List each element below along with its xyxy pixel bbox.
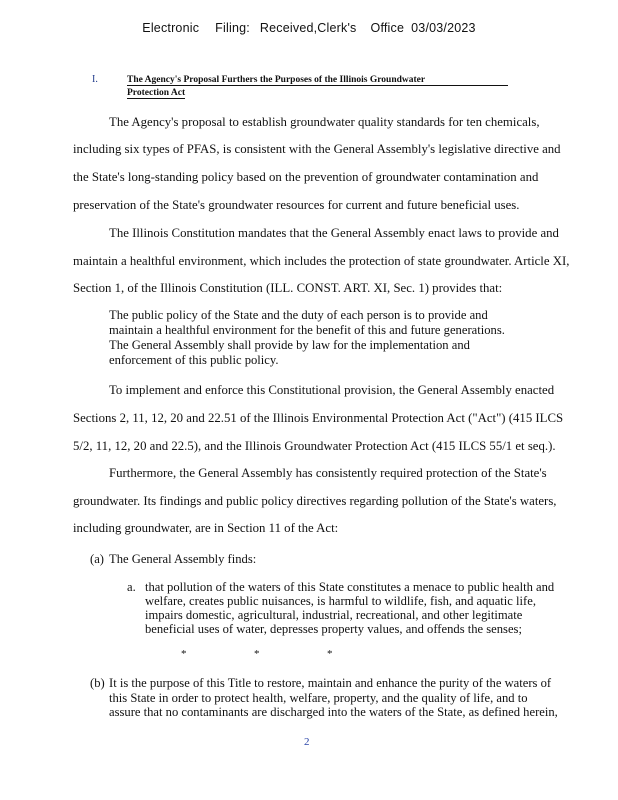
- p1-line: preservation of the State's groundwater resources for current and future beneficial uses.: [73, 198, 520, 212]
- sublist-line: impairs domestic, agricultural, industrial, recreational, and other legitimate: [145, 608, 523, 622]
- p4-line: including groundwater, are in Section 11 of the Act:: [73, 521, 339, 535]
- p2-line: Section 1, of the Illinois Constitution (ILL. CONST. ART. XI, Sec. 1) provides that:: [73, 281, 503, 295]
- filing-stamp-header: [0, 21, 618, 35]
- list-item-b-line: It is the purpose of this Title to restore, maintain and enhance the purity of the waters of: [109, 676, 552, 690]
- list-item-a-text: The General Assembly finds:: [109, 552, 257, 566]
- p2-line: The Illinois Constitution mandates that the General Assembly enact laws to provide and: [109, 226, 559, 240]
- omission-star: *: [181, 648, 187, 660]
- p3-line: 5/2, 11, 12, 20 and 22.5), and the Illinois Groundwater Protection Act (415 ILCS 55/1 et seq.).: [73, 439, 556, 453]
- p1-line: including six types of PFAS, is consistent with the General Assembly's legislative directive and: [73, 142, 561, 156]
- omission-star: *: [254, 648, 260, 660]
- sublist-line: that pollution of the waters of this State constitutes a menace to public health and: [145, 580, 555, 594]
- p1-line: The Agency's proposal to establish groundwater quality standards for ten chemicals,: [109, 115, 540, 129]
- sublist-line: beneficial uses of water, depresses property values, and offends the senses;: [145, 622, 522, 636]
- quote-line: maintain a healthful environment for the benefit of this and future generations.: [109, 323, 505, 337]
- section-number: I.: [92, 74, 98, 85]
- header-part-filing: Filing:: [215, 21, 250, 35]
- sublist-line: welfare, creates public nuisances, is harmful to wildlife, fish, and aquatic life,: [145, 594, 536, 608]
- list-item-b-line: this State in order to protect health, welfare, property, and the quality of life, and to: [109, 691, 528, 705]
- p2-line: maintain a healthful environment, which includes the protection of state groundwater. Article XI,: [73, 254, 570, 268]
- p4-line: groundwater. Its findings and public policy directives regarding pollution of the State's waters,: [73, 494, 557, 508]
- section-title-line1: The Agency's Proposal Furthers the Purposes of the Illinois Groundwater: [127, 75, 508, 86]
- header-part-received: Received,Clerk's: [259, 21, 357, 35]
- header-part-electronic: Electronic: [142, 21, 200, 35]
- page-number: 2: [304, 736, 310, 748]
- omission-star: *: [327, 648, 333, 660]
- list-label-a: (a): [90, 552, 104, 566]
- quote-line: enforcement of this public policy.: [109, 353, 279, 367]
- p4-line: Furthermore, the General Assembly has consistently required protection of the State's: [109, 466, 547, 480]
- header-part-date: 03/03/2023: [411, 21, 476, 35]
- quote-line: The public policy of the State and the duty of each person is to provide and: [109, 308, 488, 322]
- quote-line: The General Assembly shall provide by law for the implementation and: [109, 338, 470, 352]
- section-title-line2: Protection Act: [127, 88, 186, 98]
- list-label-b: (b): [90, 676, 105, 690]
- p3-line: Sections 2, 11, 12, 20 and 22.51 of the Illinois Environmental Protection Act ("Act") (415 ILCS: [73, 411, 564, 425]
- p3-line: To implement and enforce this Constitutional provision, the General Assembly enacted: [109, 383, 555, 397]
- list-item-b-line: assure that no contaminants are discharged into the waters of the State, as defined herein,: [109, 705, 558, 719]
- header-part-office: Office: [370, 21, 405, 35]
- p1-line: the State's long-standing policy based on the prevention of groundwater contamination and: [73, 170, 539, 184]
- sublist-label-a: a.: [127, 580, 136, 594]
